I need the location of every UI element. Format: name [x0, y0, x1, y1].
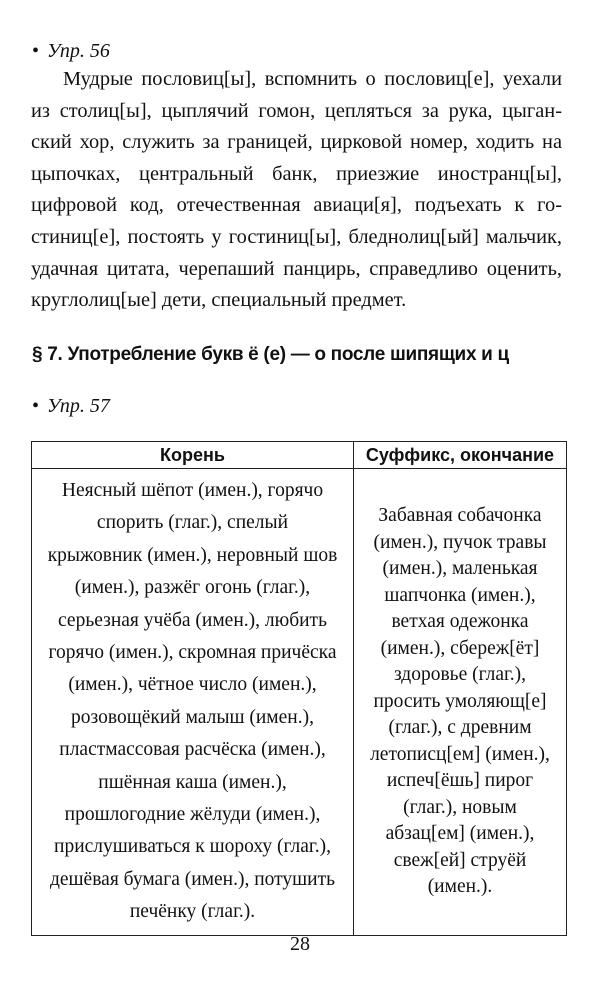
root-line: пшённая каша (имен.), [98, 771, 287, 793]
ex56-line: круглолиц[ые] дети, специальный предмет. [31, 289, 407, 312]
exercise-56-text [31, 64, 562, 317]
suffix-line: ветхая одежонка [391, 611, 529, 632]
root-line: дешёвая бумага (имен.), потушить [49, 868, 336, 890]
root-line: крыжовник (имен.), неровный шов [47, 544, 338, 566]
suffix-line: просить умоляющ[е] [373, 690, 547, 712]
suffix-line: (имен.). [427, 876, 493, 897]
exercise-56-heading [32, 40, 110, 63]
ex56-line: Мудрые пословиц[ы], вспомнить о пословиц[е], уехали [63, 68, 562, 90]
root-line: печёнку (глаг.). [129, 901, 256, 923]
root-line: пластмассовая расчёска (имен.), [59, 739, 326, 761]
suffix-line: здоровье (глаг.), [393, 664, 527, 685]
header-suffix-ending: Суффикс, окончание [354, 442, 567, 469]
root-line: (имен.), разжёг огонь (глаг.), [74, 577, 311, 599]
root-line: Неясный шёпот (имен.), горячо [61, 480, 324, 501]
root-line: спорить (глаг.), спелый [96, 512, 289, 534]
ex56-line: удачная цитата, черепаший панцирь, справедливо оценить, [31, 257, 562, 280]
exercise-57-heading [32, 395, 110, 418]
ex56-line: стиниц[е], постоять у гостиниц[ы], бледнолиц[ый] мальчик, [31, 225, 562, 248]
suffix-line: свеж[ей] струёй [393, 849, 527, 871]
suffix-line: испеч[ёшь] пирог [386, 770, 534, 791]
exercise-56-title: Упр. 56 [47, 40, 110, 62]
root-line: розовощёкий малыш (имен.), [71, 706, 314, 728]
root-line: горячо (имен.), скромная причёска [48, 642, 337, 664]
header-root: Корень [32, 442, 354, 469]
root-line: прошлогодние жёлуди (имен.), [64, 804, 321, 826]
suffix-line: (имен.), маленькая [382, 558, 538, 579]
suffix-line: Забавная собачонка [378, 505, 542, 526]
suffix-line: (имен.), сбереж[ёт] [380, 637, 540, 659]
root-column [32, 469, 354, 936]
bullet: • [32, 40, 40, 62]
suffix-line: (глаг.), новым [403, 796, 517, 818]
page-number: 28 [290, 933, 310, 955]
root-line: прислушиваться к шороху (глаг.), [54, 836, 331, 858]
suffix-line: (имен.), пучок травы [373, 531, 547, 553]
section-7-title: § 7. Употребление букв ё (е) — о после шипящих и ц [32, 344, 509, 365]
suffix-line: шапчонка (имен.), [384, 584, 536, 606]
exercise-57-table [31, 441, 567, 936]
exercise-57-title: Упр. 57 [47, 395, 110, 417]
ex56-line: на цыпочках, центральный банк, приезжие иностранц[ы], [31, 131, 562, 185]
root-line: серьезная учёба (имен.), любить [58, 609, 327, 631]
suffix-line: (глаг.), с древним [388, 717, 532, 738]
bullet: • [32, 395, 40, 417]
ex56-line: цифровой код, отечественная авиаци[я], подъехать к го- [31, 194, 562, 217]
suffix-ending-column [354, 469, 567, 936]
ex56-line: ский хор, служить за границей, цирковой номер, ходить [31, 131, 535, 154]
root-line: (имен.), чётное число (имен.), [68, 674, 317, 696]
suffix-line: абзац[ем] (имен.), [385, 823, 535, 844]
suffix-line: летописц[ем] (имен.), [370, 743, 550, 765]
ex56-line: из столиц[ы], цыплячий гомон, цепляться за рука, цыган- [31, 99, 562, 122]
